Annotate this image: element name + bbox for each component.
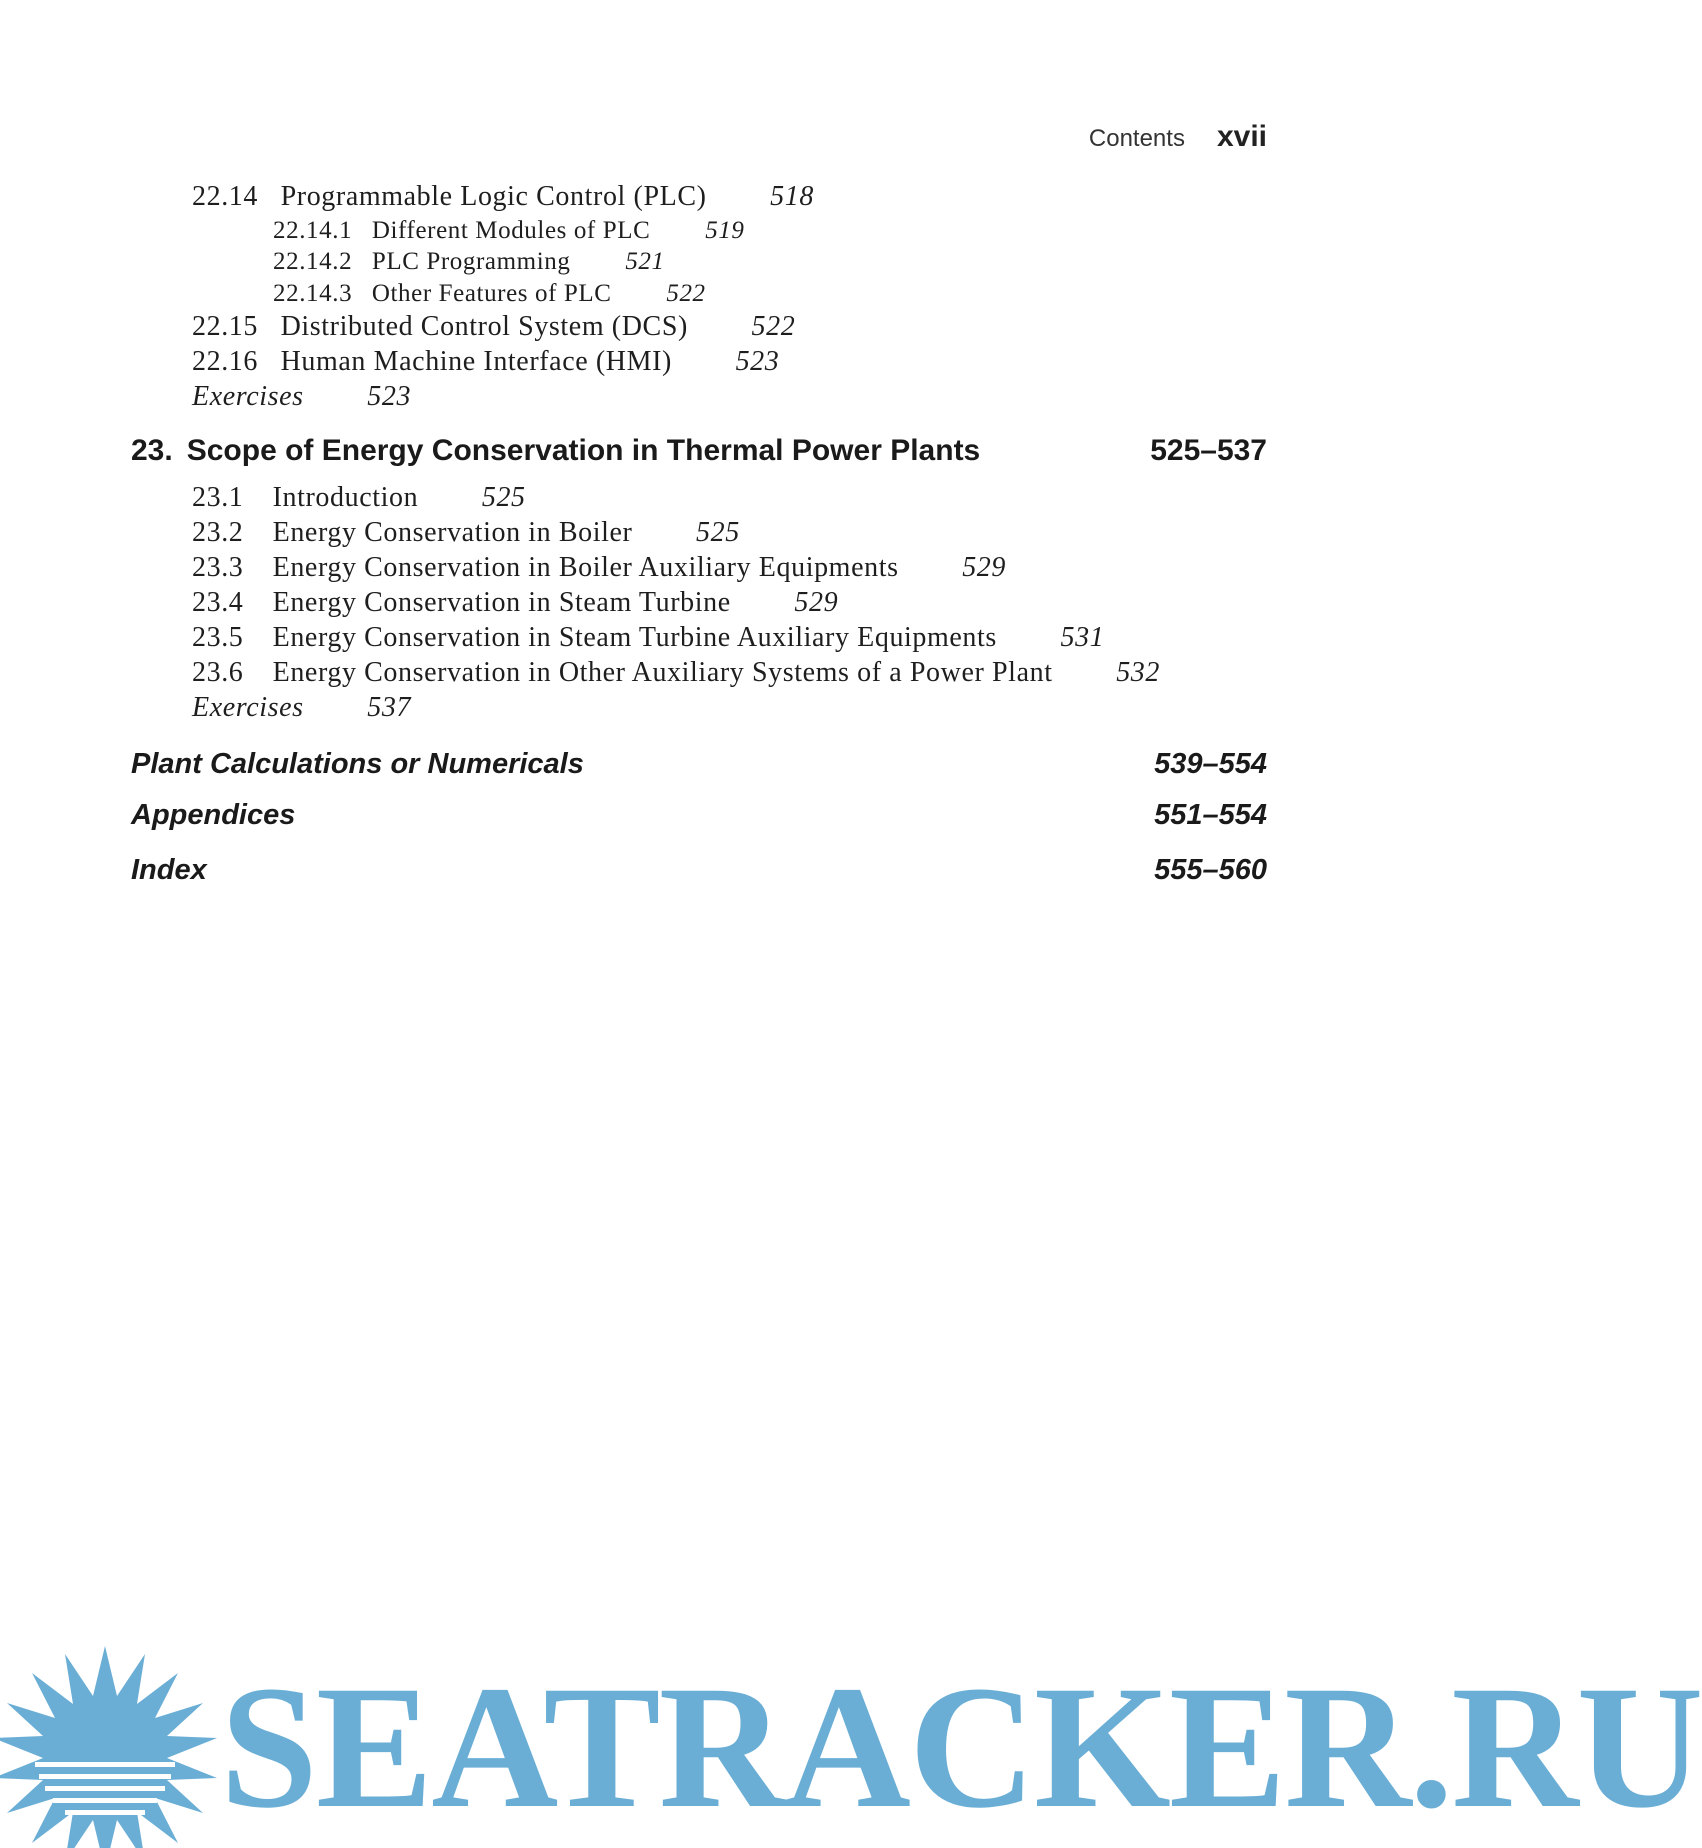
toc-entry-page: 522 [751,311,796,342]
toc-entry-page: 519 [705,217,745,244]
toc-entry-title: Distributed Control System (DCS) [280,311,688,342]
toc-entry-22-16[interactable]: 22.16 Human Machine Interface (HMI) 523 [192,346,780,377]
toc-entry-22-14-1[interactable]: 22.14.1 Different Modules of PLC 519 [273,217,745,244]
toc-entry-22-14-2[interactable]: 22.14.2 PLC Programming 521 [273,248,665,275]
backmatter-title: Index [131,854,207,886]
toc-entry-page: 529 [962,552,1006,583]
backmatter-pages: 539–554 [1154,748,1267,780]
toc-chapter-23[interactable] [131,434,1267,468]
toc-entry-22-15[interactable]: 22.15 Distributed Control System (DCS) 522 [192,311,796,342]
chapter-pages: 525–537 [1150,434,1267,467]
backmatter-pages: 551–554 [1154,799,1267,831]
toc-entry-title: Introduction [272,482,419,513]
toc-entry-page: 523 [735,346,780,377]
toc-entry-title: Energy Conservation in Boiler [272,517,633,548]
toc-entry-title: Energy Conservation in Steam Turbine Auxiliary Equipments [272,622,997,653]
toc-entry-23-2[interactable]: 23.2 Energy Conservation in Boiler 525 [192,517,740,548]
chapter-title: Scope of Energy Conservation in Thermal Power Plants [186,434,981,467]
toc-entry-23-4[interactable]: 23.4 Energy Conservation in Steam Turbine 529 [192,587,839,618]
toc-entry-title: Programmable Logic Control (PLC) [280,181,707,212]
page-number: xvii [1216,120,1267,153]
toc-plant-calculations[interactable] [131,748,1267,781]
backmatter-title: Plant Calculations or Numericals [131,748,584,780]
toc-entry-title: Different Modules of PLC [371,217,651,244]
toc-index[interactable] [131,854,1267,887]
toc-entry-exercises-22[interactable] [192,383,411,411]
toc-entry-page: 525 [696,517,740,548]
toc-entry-page: 531 [1060,622,1105,653]
toc-entry-23-6[interactable]: 23.6 Energy Conservation in Other Auxiliary Systems of a Power Plant 532 [192,657,1160,688]
toc-appendices[interactable] [131,799,1267,832]
backmatter-title: Appendices [131,799,296,831]
toc-entry-page: 529 [794,587,839,618]
sun-icon [0,1646,217,1848]
toc-entry-title: Energy Conservation in Other Auxiliary Systems of a Power Plant [272,657,1053,688]
toc-entry-page: 532 [1116,657,1160,688]
running-head-label: Contents [1088,125,1185,152]
backmatter-pages: 555–560 [1154,854,1267,886]
toc-entry-title: Human Machine Interface (HMI) [280,346,672,377]
toc-entry-title: Energy Conservation in Steam Turbine [272,587,731,618]
toc-entry-22-14[interactable]: 22.14 Programmable Logic Control (PLC) 518 [192,181,814,212]
toc-entry-page: 522 [666,280,706,307]
toc-entry-22-14-3[interactable]: 22.14.3 Other Features of PLC 522 [273,280,706,307]
toc-entry-title: Other Features of PLC [371,280,612,307]
toc-entry-title: Exercises [192,381,304,412]
toc-entry-23-1[interactable]: 23.1 Introduction 525 [192,482,526,513]
toc-entry-23-3[interactable]: 23.3 Energy Conservation in Boiler Auxiliary Equipments 529 [192,552,1006,583]
toc-entry-page: 521 [625,248,665,275]
toc-entry-title: Exercises [192,692,304,723]
chapter-number: 23. [131,434,173,467]
toc-entry-title: Energy Conservation in Boiler Auxiliary Equipments [272,552,899,583]
toc-entry-page: 525 [481,482,526,513]
toc-entry-page: 518 [770,181,814,212]
running-head [1089,120,1267,154]
toc-entry-23-5[interactable]: 23.5 Energy Conservation in Steam Turbine Auxiliary Equipments 531 [192,622,1105,653]
toc-entry-exercises-23[interactable] [192,694,411,722]
toc-entry-page: 523 [367,381,412,412]
watermark-text: SEATRACKER.RU [220,1650,1702,1845]
toc-entry-page: 537 [367,692,412,723]
toc-entry-title: PLC Programming [371,248,571,275]
